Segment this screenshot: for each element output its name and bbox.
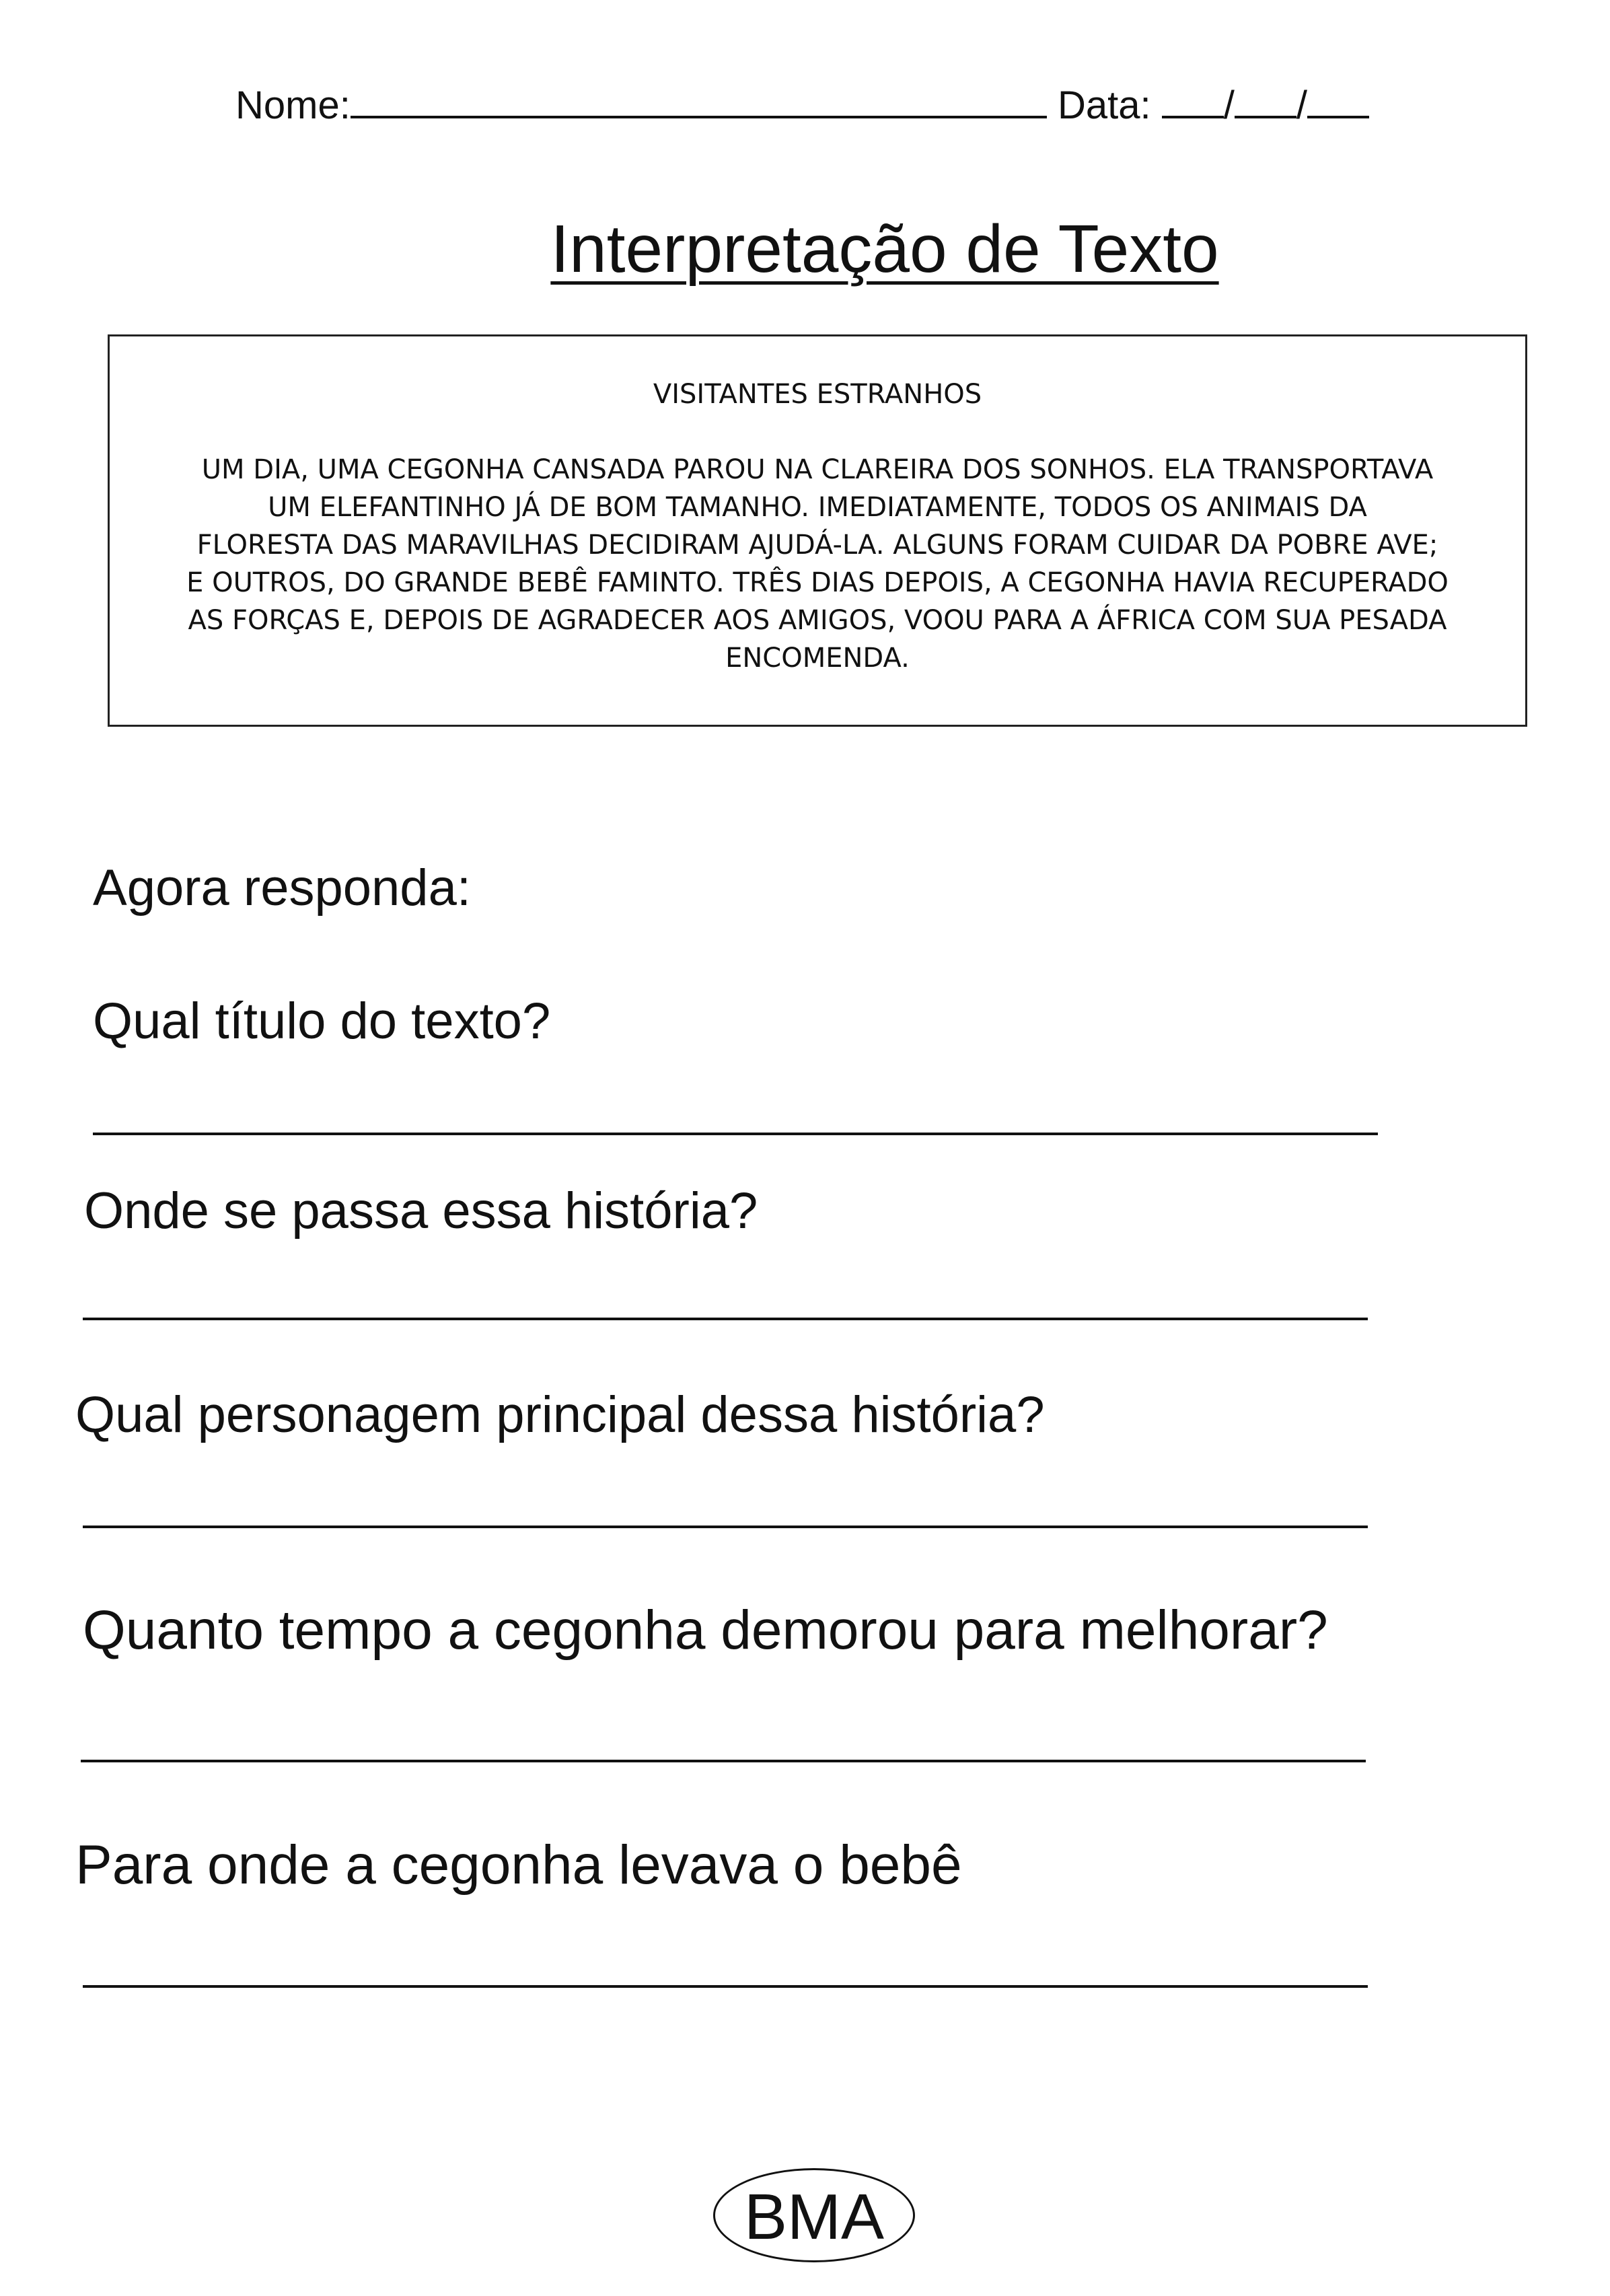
answer-line-2[interactable]	[83, 1318, 1368, 1320]
story-line: UM DIA, UMA CEGONHA CANSADA PAROU NA CLAREIRA DOS SONHOS. ELA TRANSPORTAVA	[201, 454, 1434, 485]
bma-logo: BMA	[713, 2168, 915, 2262]
name-label: Nome:	[235, 83, 351, 127]
date-month-field[interactable]	[1235, 74, 1296, 118]
answer-line-1[interactable]	[93, 1133, 1378, 1135]
date-label: Data:	[1057, 83, 1151, 127]
date-day-field[interactable]	[1162, 74, 1224, 118]
story-body	[129, 451, 1506, 677]
question-5: Para onde a cegonha levava o bebê	[75, 1834, 962, 1896]
date-separator: /	[1296, 83, 1307, 127]
story-box	[108, 334, 1527, 727]
date-separator: /	[1223, 83, 1235, 127]
answer-line-4[interactable]	[81, 1760, 1366, 1762]
question-1: Qual título do texto?	[93, 993, 551, 1050]
header-row	[235, 74, 1369, 133]
story-line: ENCOMENDA.	[725, 643, 910, 674]
story-line: UM ELEFANTINHO JÁ DE BOM TAMANHO. IMEDIATAMENTE, TODOS OS ANIMAIS DA	[268, 492, 1367, 523]
story-line: AS FORÇAS E, DEPOIS DE AGRADECER AOS AMIGOS, VOOU PARA A ÁFRICA COM SUA PESADA	[188, 605, 1447, 636]
instructions: Agora responda:	[93, 859, 471, 917]
story-title: VISITANTES ESTRANHOS	[653, 379, 982, 410]
question-3: Qual personagem principal dessa história?	[75, 1386, 1045, 1443]
question-2: Onde se passa essa história?	[84, 1182, 758, 1240]
page-title: Interpretação de Texto	[550, 211, 1219, 287]
answer-line-5[interactable]	[83, 1985, 1368, 1988]
story-line: E OUTROS, DO GRANDE BEBÊ FAMINTO. TRÊS DIAS DEPOIS, A CEGONHA HAVIA RECUPERADO	[186, 567, 1449, 598]
date-year-field[interactable]	[1307, 74, 1369, 118]
story-line: FLORESTA DAS MARAVILHAS DECIDIRAM AJUDÁ-LA. ALGUNS FORAM CUIDAR DA POBRE AVE;	[196, 530, 1438, 561]
answer-line-3[interactable]	[83, 1526, 1368, 1528]
question-4: Quanto tempo a cegonha demorou para melhorar?	[83, 1600, 1328, 1661]
name-field[interactable]	[351, 74, 1047, 118]
